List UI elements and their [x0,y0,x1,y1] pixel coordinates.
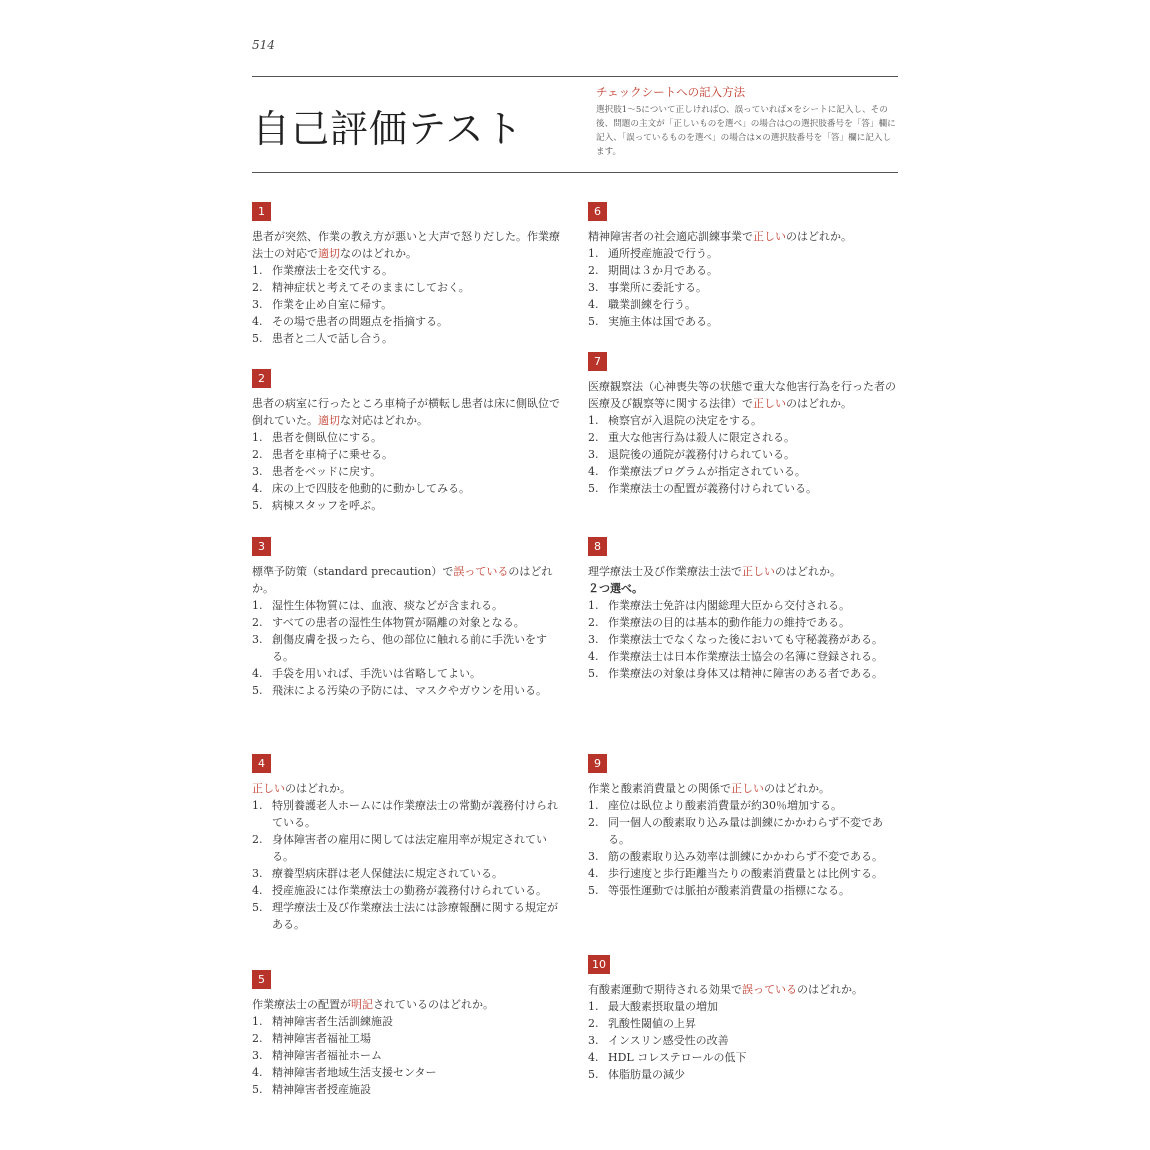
question-block [588,350,898,497]
option-number: 2. [252,448,263,461]
option-item [252,279,562,296]
option-text: その場で患者の問題点を指摘する。 [272,315,448,328]
option-text: 筋の酸素取り込み効率は訓練にかかわらず不変である。 [608,850,883,863]
option-item [588,446,898,463]
option-number: 5. [252,332,263,345]
option-text: 精神症状と考えてそのままにしておく。 [272,281,470,294]
option-number: 2. [588,1017,599,1030]
option-number: 2. [588,264,599,277]
instructions-heading: チェックシートへの記入方法 [596,85,746,99]
question-block [252,535,562,699]
option-item [252,1081,562,1098]
question-stem [252,780,562,797]
option-number: 3. [588,633,599,646]
option-item [588,429,898,446]
option-item [588,631,898,648]
stem-text: のはどれか。 [786,397,852,410]
option-item [588,848,898,865]
option-number: 5. [252,499,263,512]
option-item [252,1064,562,1081]
question-stem [588,378,898,412]
question-stem [252,996,562,1013]
question-block [588,752,898,899]
option-item [588,279,898,296]
header-bottom-rule [252,172,898,173]
stem-keyword: 正しい [742,565,775,578]
stem-text: 理学療法士及び作業療法士法で [588,565,742,578]
option-number: 1. [252,1015,263,1028]
option-text: 退院後の通院が義務付けられている。 [608,448,795,461]
stem-text: 医療観察法（心神喪失等の状態で重大な他害行為を行った者の医療及び観察等に関する法律）で [588,380,896,410]
option-item [588,648,898,665]
option-text: 作業療法の対象は身体又は精神に障害のある者である。 [608,667,883,680]
question-block [588,953,898,1083]
option-number: 1. [252,431,263,444]
question-block [588,535,898,682]
option-list [252,1013,562,1098]
question-number-badge: 2 [252,369,271,388]
option-list [252,597,562,699]
option-number: 3. [252,867,263,880]
stem-text: 有酸素運動で期待される効果で [588,983,742,996]
option-number: 5. [588,667,599,680]
option-number: 5. [588,1068,599,1081]
option-item [252,865,562,882]
option-list [588,597,898,682]
question-block [252,367,562,514]
option-number: 1. [588,1000,599,1013]
option-number: 4. [588,298,599,311]
option-item [588,1049,898,1066]
question-number-badge: 9 [588,754,607,773]
stem-keyword: 誤っている [453,565,509,578]
option-text: 授産施設には作業療法士の勤務が義務付けられている。 [272,884,547,897]
option-text: 作業療法士の配置が義務付けられている。 [608,482,817,495]
question-number-badge: 8 [588,537,607,556]
option-item [588,865,898,882]
option-text: 身体障害者の雇用に関しては法定雇用率が規定されている。 [272,833,547,863]
stem-text: 作業と酸素消費量との関係で [588,782,731,795]
stem-text: ２つ選べ。 [588,582,643,595]
stem-keyword: 正しい [753,397,786,410]
option-number: 3. [252,1049,263,1062]
option-text: 通所授産施設で行う。 [608,247,718,260]
option-text: 座位は臥位より酸素消費量が約30％増加する。 [608,799,842,812]
option-number: 2. [252,1032,263,1045]
option-list [252,797,562,933]
option-item [252,330,562,347]
stem-keyword: 適切 [318,414,340,427]
option-text: 精神障害者福祉工場 [272,1032,371,1045]
option-number: 4. [252,1066,263,1079]
option-text: 創傷皮膚を扱ったら、他の部位に触れる前に手洗いをする。 [272,633,547,663]
question-block [252,752,562,933]
stem-text: 標準予防策（standard precaution）で [252,565,454,578]
option-text: 等張性運動では脈拍が酸素消費量の指標になる。 [608,884,850,897]
question-stem [588,228,898,245]
stem-text: 作業療法士の配置が [252,998,351,1011]
option-item [588,463,898,480]
option-text: 重大な他害行為は殺人に限定される。 [608,431,795,444]
option-text: 作業療法士を交代する。 [272,264,393,277]
option-list [252,262,562,347]
question-block [252,200,562,347]
question-number-badge: 4 [252,754,271,773]
option-item [588,1015,898,1032]
option-number: 2. [588,816,599,829]
stem-keyword: 正しい [731,782,764,795]
option-list [588,998,898,1083]
option-item [252,631,562,665]
question-number-badge: 5 [252,970,271,989]
option-item [252,797,562,831]
option-text: 手袋を用いれば、手洗いは省略してよい。 [272,667,481,680]
stem-text: 患者が突然、作業の教え方が悪いと大声で怒りだした。作業療法士の対応で [252,230,560,260]
stem-text: なのはどれか。 [340,247,417,260]
option-number: 3. [588,1034,599,1047]
option-item [252,262,562,279]
option-item [252,882,562,899]
option-number: 4. [252,315,263,328]
option-number: 2. [588,616,599,629]
question-stem [588,780,898,797]
option-text: 最大酸素摂取量の増加 [608,1000,718,1013]
option-item [588,597,898,614]
option-text: 事業所に委託する。 [608,281,707,294]
option-text: 患者と二人で話し合う。 [272,332,393,345]
option-number: 1. [588,799,599,812]
question-number-badge: 1 [252,202,271,221]
option-item [588,296,898,313]
option-text: 体脂肪量の減少 [608,1068,685,1081]
option-text: 作業療法の目的は基本的動作能力の維持である。 [608,616,850,629]
stem-text: 患者の病室に行ったところ車椅子が横転し患者は床に側臥位で倒れていた。 [252,397,560,427]
option-number: 5. [588,482,599,495]
option-item [588,882,898,899]
option-text: 乳酸性閾値の上昇 [608,1017,696,1030]
option-number: 3. [588,448,599,461]
option-item [252,1047,562,1064]
top-rule [252,76,898,77]
instructions-box [596,84,898,159]
option-item [252,463,562,480]
question-number-badge: 7 [588,352,607,371]
option-text: 療養型病床群は老人保健法に規定されている。 [272,867,503,880]
option-text: 精神障害者福祉ホーム [272,1049,382,1062]
option-item [252,446,562,463]
option-item [588,614,898,631]
option-text: 期間は３か月である。 [608,264,718,277]
option-number: 4. [588,867,599,880]
option-list [588,412,898,497]
option-item [252,1013,562,1030]
option-item [252,313,562,330]
option-item [588,313,898,330]
option-text: すべての患者の湿性生体物質が隔離の対象となる。 [272,616,525,629]
stem-text: のはどれか。 [285,782,351,795]
option-text: 精神障害者生活訓練施設 [272,1015,393,1028]
option-number: 3. [252,465,263,478]
option-item [588,814,898,848]
option-number: 1. [252,599,263,612]
option-text: 作業療法士は日本作業療法士協会の名簿に登録される。 [608,650,883,663]
option-text: インスリン感受性の改善 [608,1034,729,1047]
option-item [252,614,562,631]
option-number: 3. [588,850,599,863]
option-item [588,1032,898,1049]
option-number: 4. [588,650,599,663]
option-number: 1. [252,799,263,812]
question-stem [252,395,562,429]
option-item [252,480,562,497]
option-number: 2. [252,616,263,629]
option-item [588,262,898,279]
option-number: 4. [588,465,599,478]
option-text: 精神障害者授産施設 [272,1083,371,1096]
option-list [252,429,562,514]
option-text: 飛沫による汚染の予防には、マスクやガウンを用いる。 [272,684,547,697]
option-number: 2. [252,833,263,846]
option-item [588,797,898,814]
option-number: 1. [252,264,263,277]
option-item [588,998,898,1015]
option-text: 実施主体は国である。 [608,315,718,328]
option-item [252,682,562,699]
option-text: 作業療法士免許は内閣総理大臣から交付される。 [608,599,850,612]
option-item [588,412,898,429]
option-text: 精神障害者地域生活支援センター [272,1066,437,1079]
question-number-badge: 6 [588,202,607,221]
option-item [252,1030,562,1047]
question-block [252,968,562,1098]
question-number-badge: 3 [252,537,271,556]
option-item [588,1066,898,1083]
stem-keyword: 正しい [753,230,786,243]
stem-text: な対応はどれか。 [340,414,428,427]
instructions-body: 選択肢1～5について正しければ○、誤っていれば×をシートに記入し、その後、問題の主文が「正しいものを選べ」の場合は○の選択肢番号を「答」欄に記入、「誤っているものを選べ」の場合は×の選択肢番号を「答」欄に記入します。 [596,105,896,157]
option-text: 歩行速度と歩行距離当たりの酸素消費量とは比例する。 [608,867,883,880]
stem-keyword: 正しい [252,782,285,795]
page-number: 514 [252,38,275,52]
option-number: 5. [252,684,263,697]
option-number: 3. [252,633,263,646]
option-number: 5. [252,901,263,914]
option-item [252,665,562,682]
page-title: 自己評価テスト [252,107,524,151]
option-item [588,480,898,497]
option-number: 3. [252,298,263,311]
option-text: 作業療法プログラムが指定されている。 [608,465,806,478]
question-stem [588,981,898,998]
option-text: 病棟スタッフを呼ぶ。 [272,499,383,512]
option-text: 作業を止め自室に帰す。 [272,298,393,311]
option-item [588,665,898,682]
stem-text: のはどれか。 [764,782,830,795]
option-text: HDL コレステロールの低下 [608,1051,747,1064]
option-text: 患者を車椅子に乗せる。 [272,448,393,461]
option-number: 2. [588,431,599,444]
option-number: 1. [588,247,599,260]
question-number-badge: 10 [588,955,610,974]
option-list [588,797,898,899]
option-number: 1. [588,414,599,427]
option-item [252,497,562,514]
option-text: 職業訓練を行う。 [608,298,696,311]
stem-keyword: 誤っている [742,983,797,996]
stem-keyword: 明記 [351,998,373,1011]
stem-text: のはどれか。 [786,230,852,243]
stem-text: のはどれか。 [797,983,863,996]
option-number: 4. [252,667,263,680]
question-stem [252,228,562,262]
option-number: 2. [252,281,263,294]
option-text: 患者を側臥位にする。 [272,431,382,444]
option-text: 理学療法士及び作業療法士法には診療報酬に関する規定がある。 [272,901,558,931]
option-text: 床の上で四肢を他動的に動かしてみる。 [272,482,470,495]
option-number: 1. [588,599,599,612]
option-text: 湿性生体物質には、血液、痰などが含まれる。 [272,599,503,612]
option-text: 作業療法士でなくなった後においても守秘義務がある。 [608,633,883,646]
option-text: 特別養護老人ホームには作業療法士の常勤が義務付けられている。 [272,799,558,829]
option-number: 5. [588,315,599,328]
stem-text: 精神障害者の社会適応訓練事業で [588,230,753,243]
stem-text: されているのはどれか。 [373,998,494,1011]
stem-text: のはどれか。 [775,565,841,578]
option-number: 4. [588,1051,599,1064]
option-list [588,245,898,330]
option-number: 5. [252,1083,263,1096]
option-item [252,296,562,313]
option-text: 患者をベッドに戻す。 [272,465,382,478]
option-number: 5. [588,884,599,897]
option-number: 4. [252,884,263,897]
option-item [252,831,562,865]
question-block [588,200,898,330]
option-item [588,245,898,262]
option-text: 同一個人の酸素取り込み量は訓練にかかわらず不変である。 [608,816,883,846]
option-item [252,899,562,933]
stem-keyword: 適切 [318,247,340,260]
question-stem [588,563,898,597]
option-item [252,597,562,614]
question-stem [252,563,562,597]
option-number: 3. [588,281,599,294]
option-number: 4. [252,482,263,495]
option-text: 検察官が入退院の決定をする。 [608,414,762,427]
stem-text: のはどれか。 [252,565,553,595]
option-item [252,429,562,446]
